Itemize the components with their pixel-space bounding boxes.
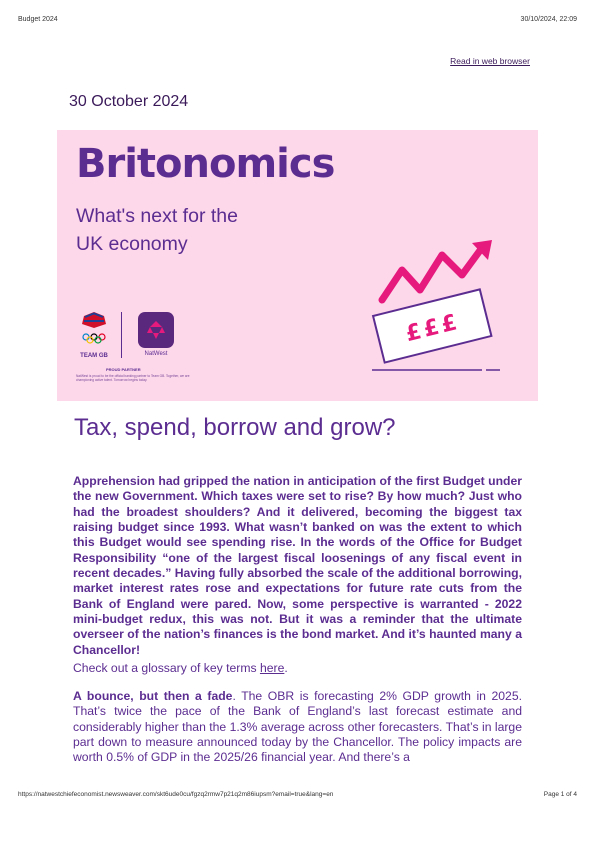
- natwest-cubes-icon: [138, 312, 174, 348]
- proud-partner-label: PROUD PARTNER: [106, 367, 141, 372]
- britonomics-banner: [57, 130, 538, 401]
- banner-subtitle-line1: What's next for the: [76, 205, 238, 227]
- body-paragraph-text: . The OBR is forecasting 2% GDP growth in 2025. That’s twice the pace of the Bank of England’s last forecast estimate and considerably higher than the 1.3% average across other forecasters. That’s in large part down to measure announced today by the Chancellor. The policy impacts are worth 0.5% of GDP in the 2025/26 financial year. And there’s a: [73, 689, 523, 765]
- print-footer: [18, 791, 577, 798]
- glossary-suffix: .: [284, 661, 288, 675]
- body-paragraph: [73, 689, 522, 766]
- intro-paragraph: Apprehension had gripped the nation in anticipation of the first Budget under the new Government. Which taxes were set to rise? By how much? Just who had the broadest shoulders? And it delivered, becoming the biggest tax raising budget since 1993. What wasn’t banked on was the extent to which this Budget would see spending rise. In the words of the Office for Budget Responsibility “one of the largest fiscal loosenings of any fiscal event in recent decades.” Having fully absorbed the scale of the additional borrowing, market interest rates rose and expectations for future rate cuts from the Bank of England were pared. Now, some perspective is warranted - 2022 mini-budget redux, this was not. But it was a reminder that the ultimate overseer of the nation’s finances is the bond market. And it’s haunted many a Chancellor!: [73, 474, 522, 657]
- banknote-icon: [373, 289, 491, 362]
- glossary-line: [73, 661, 288, 675]
- banner-subtitle-line2: UK economy: [76, 233, 188, 255]
- natwest-logo: [136, 312, 176, 357]
- read-in-browser-link[interactable]: Read in web browser: [450, 56, 530, 66]
- issue-date: 30 October 2024: [69, 93, 189, 110]
- article-headline: Tax, spend, borrow and grow?: [74, 414, 396, 441]
- logo-divider: [121, 312, 122, 358]
- lion-icon: [79, 312, 109, 346]
- print-footer-page: Page 1 of 4: [543, 791, 577, 798]
- print-header: [18, 16, 577, 23]
- glossary-prefix: Check out a glossary of key terms: [73, 661, 260, 675]
- body-paragraph-lead: A bounce, but then a fade: [73, 689, 233, 703]
- banner-fineprint: NatWest is proud to be the official banking partner to Team GB. Together, we are championing active talent. Tomorrow begins today.: [76, 374, 190, 382]
- print-header-title: Budget 2024: [18, 16, 58, 23]
- teamgb-logo: [76, 312, 112, 359]
- rising-pounds-graphic: [362, 240, 532, 375]
- teamgb-label: TEAM GB: [80, 353, 108, 359]
- banner-subtitle: [76, 202, 296, 258]
- svg-text:£££: £££: [403, 309, 463, 348]
- print-header-timestamp: 30/10/2024, 22:09: [520, 16, 577, 23]
- glossary-link[interactable]: here: [259, 661, 285, 675]
- print-footer-url: https://natwestchiefeconomist.newsweaver.com/skt6ude0cu/fgzq2rmw7p21q2m86iupsm?email=true&lang=en: [18, 791, 334, 798]
- banner-title: Britonomics: [76, 141, 335, 187]
- natwest-label: NatWest: [144, 351, 168, 357]
